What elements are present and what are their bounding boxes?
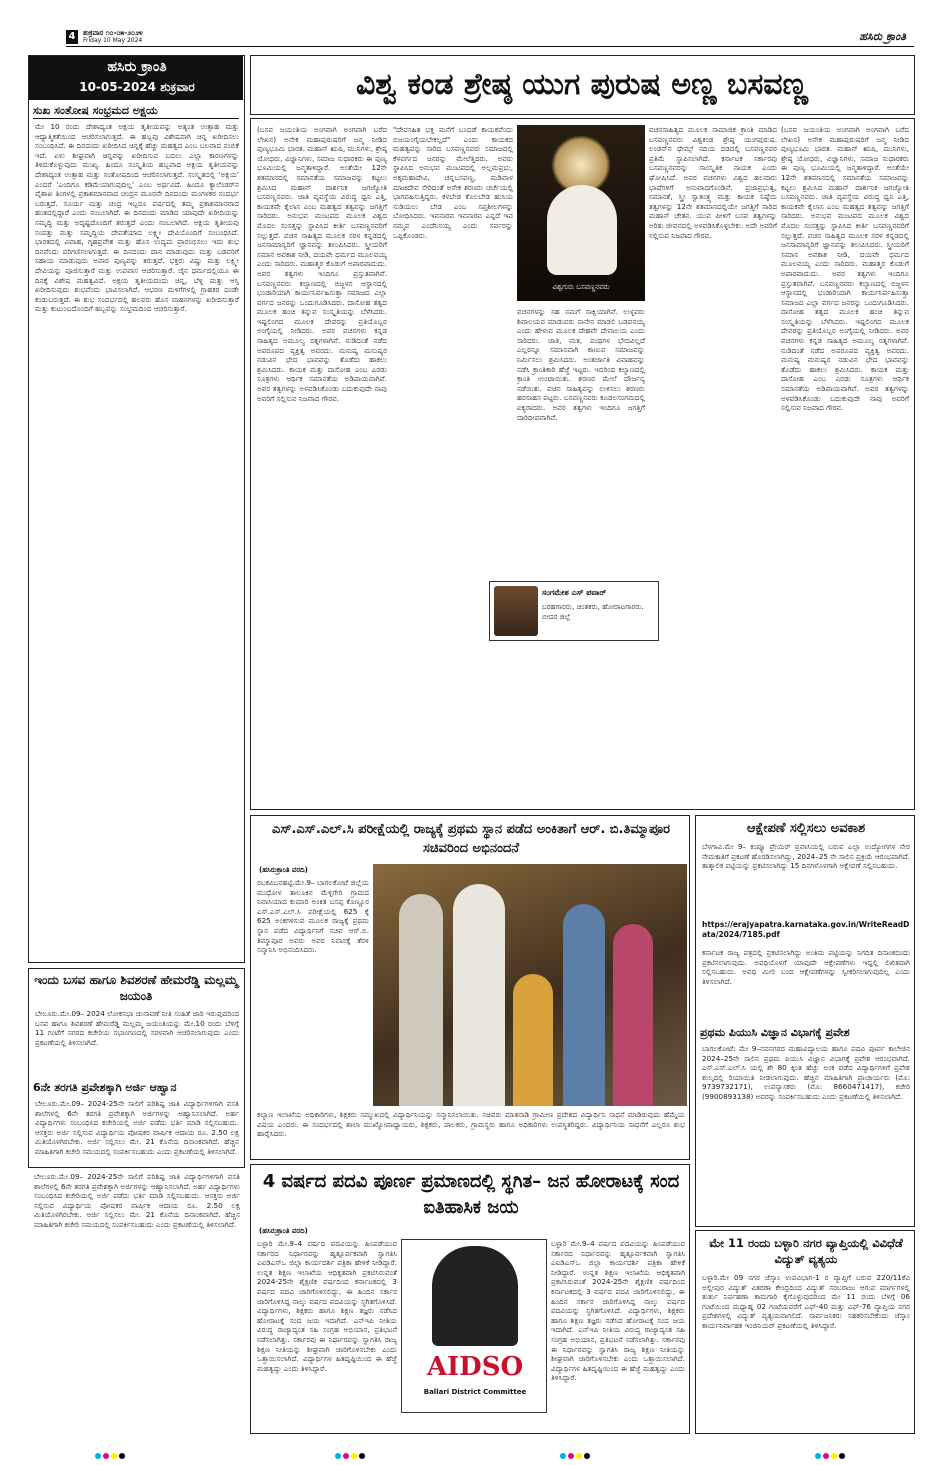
person-4 xyxy=(563,904,605,1106)
fist-icon xyxy=(432,1246,518,1346)
top-header xyxy=(66,30,914,47)
masthead-date: 10-05-2024 ಶುಕ್ರವಾರ xyxy=(79,80,195,94)
degree-title: 4 ವರ್ಷದ ಪದವಿ ಪೂರ್ಣ ಪ್ರಮಾಣದಲ್ಲಿ ಸ್ಥಗಿತ– ಜನ ಹೋರಾಟಕ್ಕೆ ಸಂದ ಐತಿಹಾಸಿಕ ಜಯ xyxy=(262,1171,680,1218)
cmyk-dots-4 xyxy=(815,1444,847,1463)
main-col-4: ವಚನಸಾಹಿತ್ಯದ ಮೂಲಕ ಸಾಮಾಜಿಕ ಕ್ರಾಂತಿ ಮಾಡಿದ ಬಸವಣ್ಣನವರು ವಿಶ್ವಕಂಡ ಶ್ರೇಷ್ಠ ಯುಗಪುರುಷ. ಲಂಡನ್‌ನ ಥೇಮ್ಸ್ ನದಿಯ ದಡದಲ್ಲಿ ಬಸವಣ್ಣನವರ ಪ್ರತಿಮೆ ಸ್ಥಾಪಿಸಲಾಗಿದೆ. ಕರ್ನಾಟಕ ಸರ್ಕಾರವು ಬಸವಣ್ಣನವರನ್ನು ಸಾಂಸ್ಕೃತಿಕ ನಾಯಕ ಎಂದು ಘೋಷಿಸಿದೆ. ಅವರ ವಚನಗಳು ವಿಶ್ವದ ಹಲವಾರು ಭಾಷೆಗಳಿಗೆ ಅನುವಾದಗೊಂಡಿವೆ. ಪ್ರಜಾಪ್ರಭುತ್ವ, ಸಮಾನತೆ, ಸ್ತ್ರೀ ಸ್ವಾತಂತ್ರ್ಯ ಮತ್ತು ಕಾಯಕ ನಿಷ್ಠೆಯ ತತ್ವಗಳನ್ನು 12ನೇ ಶತಮಾನದಲ್ಲಿಯೇ ಜಗತ್ತಿಗೆ ಸಾರಿದ ಮಹಾನ್ ಚೇತನ. ಯುವ ಪೀಳಿಗೆ ಬಸವ ತತ್ವಗಳನ್ನು ಅರಿತು ಜೀವನದಲ್ಲಿ ಅಳವಡಿಸಿಕೊಳ್ಳಬೇಕು. ಅದೇ ಅವರಿಗೆ ಸಲ್ಲಿಸುವ ನಿಜವಾದ ಗೌರವ. xyxy=(649,125,777,240)
author-name: ಸಂಗಮೇಶ ಎಸ್ ಪವಾರ್ xyxy=(542,588,607,597)
main-col-1: (ಬಸವ ಜಯಂತಿಯ ಅಂಗವಾಗಿ ಅಂಗವಾಗಿ ಬರೆದ ಲೇಖನ) ಅನೇಕ ಮಹಾಪುರುಷರಿಗೆ ಜನ್ಮ ನೀಡಿದ ಪುಣ್ಯಭೂಮಿ ಭಾರತ. ಮಹಾನ್ ಋಷಿ, ಮುನಿಗಳು, ಶ್ರೇಷ್ಠ ಯೋಧರು, ವಿಜ್ಞಾನಿಗಳು, ಸಮಾಜ ಸುಧಾರಕರು ಈ ಪುಣ್ಯ ಭೂಮಿಯಲ್ಲಿ ಜನ್ಮತಾಳಿದ್ದಾರೆ. ಅಂತೆಯೇ 12ನೇ ಶತಮಾನದಲ್ಲಿ ಸಮಾನತೆಯ ಸಮಾಜವನ್ನು ಕಟ್ಟಲು ಶ್ರಮಿಸಿದ ಮಹಾನ್ ದಾರ್ಶನಿಕ ಜಗಜ್ಯೋತಿ ಬಸವಣ್ಣನವರು. ಜಾತಿ ವ್ಯವಸ್ಥೆಯ ವಿರುದ್ಧ ಧ್ವನಿ ಎತ್ತಿ, ಕಾಯಕವೇ ಕೈಲಾಸ ಎಂಬ ಮಹತ್ವದ ತತ್ವವನ್ನು ಜಗತ್ತಿಗೆ ಸಾರಿದರು. ಅನುಭವ ಮಂಟಪದ ಮೂಲಕ ವಿಶ್ವದ ಮೊದಲ ಸಂಸತ್ತನ್ನು ಸ್ಥಾಪಿಸಿದ ಕೀರ್ತಿ ಬಸವಣ್ಣನವರಿಗೆ ಸಲ್ಲುತ್ತದೆ. ವಚನ ಸಾಹಿತ್ಯದ ಮೂಲಕ ಸರಳ ಕನ್ನಡದಲ್ಲಿ ಜನಸಾಮಾನ್ಯರಿಗೆ ಜ್ಞಾನವನ್ನು ತಲುಪಿಸಿದರು. ಸ್ತ್ರೀಯರಿಗೆ ಸಮಾನ ಅವಕಾಶ ನೀಡಿ, ದಯವೇ ಧರ್ಮದ ಮೂಲವಯ್ಯ ಎಂದು ಸಾರಿದರು. ಮಹಾತ್ಮರ ಕೊಡುಗೆ ಅಪಾರವಾದುದು. ಅವರ ತತ್ವಗಳು ಇಂದಿಗೂ ಪ್ರಸ್ತುತವಾಗಿವೆ. ಬಸವಣ್ಣನವರು ಕಲ್ಯಾಣದಲ್ಲಿ ಬಿಜ್ಜಳನ ಆಸ್ಥಾನದಲ್ಲಿ ಭಂಡಾರಿಯಾಗಿ ಕಾರ್ಯನಿರ್ವಹಿಸುತ್ತಾ ಸಮಾಜದ ಎಲ್ಲಾ ವರ್ಗದ ಜನರನ್ನು ಒಂದುಗೂಡಿಸಿದರು. ದಾಸೋಹ ತತ್ವದ ಮೂಲಕ ಹಂಚಿ ತಿನ್ನುವ ಸಂಸ್ಕೃತಿಯನ್ನು ಬೆಳೆಸಿದರು. ಇಷ್ಟಲಿಂಗದ ಮೂಲಕ ದೇವರನ್ನು ಪ್ರತಿಯೊಬ್ಬರ ಅಂಗೈಯಲ್ಲಿ ನೀಡಿದರು. ಅವರ ವಚನಗಳು ಕನ್ನಡ ಸಾಹಿತ್ಯದ ಅಮೂಲ್ಯ ರತ್ನಗಳಾಗಿವೆ. ನುಡಿದಂತೆ ನಡೆದ ಅಪರೂಪದ ವ್ಯಕ್ತಿತ್ವ ಅವರದು. ಮನುಷ್ಯ ಮನುಷ್ಯರ ನಡುವಿನ ಭೇದ ಭಾವವನ್ನು ತೊಡೆದು ಹಾಕಲು ಶ್ರಮಿಸಿದರು. ಕಾಯಕ ಮತ್ತು ದಾಸೋಹ ಎಂಬ ಎರಡು ಸೂತ್ರಗಳು ಆರ್ಥಿಕ ಸಮಾನತೆಯ ಅಡಿಪಾಯವಾಗಿವೆ. ಅವರ ತತ್ವಗಳನ್ನು ಅಳವಡಿಸಿಕೊಂಡು ಬದುಕುವುದೇ ನಾವು ಅವರಿಗೆ ಸಲ್ಲಿಸುವ ನಿಜವಾದ ಗೌರವ. xyxy=(257,125,387,403)
basava-title: ಇಂದು ಬಸವ ಹಾಗೂ ಶಿವಶರಣೆ ಹೇಮರೆಡ್ಡಿ ಮಲ್ಲಮ್ಮ ಜಯಂತಿ xyxy=(34,973,238,1003)
aidso-logo xyxy=(401,1239,547,1413)
sslc-photo xyxy=(373,864,687,1106)
person-3 xyxy=(513,974,553,1106)
basava-article xyxy=(28,968,245,1168)
aidso-logo-text: AIDSO xyxy=(426,1352,524,1382)
header-date-kannada: ಶುಕ್ರವಾರ ೧೦-೦೫-೨೦೨೪ xyxy=(83,29,143,37)
author-photo xyxy=(494,586,538,636)
header-paper-name: ಹಸಿರು ಕ್ರಾಂತಿ xyxy=(859,30,906,43)
left-column xyxy=(28,55,245,963)
basava-body: ಬೇಲೂರು.ಮೇ.09– 2024 ಲೋಕಸಭಾ ಚುನಾವಣೆ ನೀತಿ ಸಂಹಿತೆ ಜಾರಿ ಇರುವುದರಿಂದ ಬಸವ ಹಾಗೂ ಶಿವಶರಣೆ ಹೇಮರೆಡ್ಡಿ ಮಲ್ಲಮ್ಮ ಜಯಂತಿಯನ್ನು ಮೇ.10 ರಂದು ಬೆಳಿಗ್ಗೆ 11 ಗಂಟೆಗೆ ನಗರದ ಕಚೇರಿಯ ಸಭಾಂಗಣದಲ್ಲಿ ಸರಳವಾಗಿ ಆಚರಿಸಲಾಗುವುದು ಎಂದು ಪ್ರಕಟಣೆಯಲ್ಲಿ ತಿಳಿಸಲಾಗಿದೆ. xyxy=(35,1009,239,1047)
sslc-source: (ಹಸಿರುಕ್ರಾಂತಿ ವರದಿ) xyxy=(259,866,308,874)
header-date-english: Friday 10 May 2024 xyxy=(83,37,143,44)
main-col-5: (ಬಸವ ಜಯಂತಿಯ ಅಂಗವಾಗಿ ಅಂಗವಾಗಿ ಬರೆದ ಲೇಖನ) ಅನೇಕ ಮಹಾಪುರುಷರಿಗೆ ಜನ್ಮ ನೀಡಿದ ಪುಣ್ಯಭೂಮಿ ಭಾರತ. ಮಹಾನ್ ಋಷಿ, ಮುನಿಗಳು, ಶ್ರೇಷ್ಠ ಯೋಧರು, ವಿಜ್ಞಾನಿಗಳು, ಸಮಾಜ ಸುಧಾರಕರು ಈ ಪುಣ್ಯ ಭೂಮಿಯಲ್ಲಿ ಜನ್ಮತಾಳಿದ್ದಾರೆ. ಅಂತೆಯೇ 12ನೇ ಶತಮಾನದಲ್ಲಿ ಸಮಾನತೆಯ ಸಮಾಜವನ್ನು ಕಟ್ಟಲು ಶ್ರಮಿಸಿದ ಮಹಾನ್ ದಾರ್ಶನಿಕ ಜಗಜ್ಯೋತಿ ಬಸವಣ್ಣನವರು. ಜಾತಿ ವ್ಯವಸ್ಥೆಯ ವಿರುದ್ಧ ಧ್ವನಿ ಎತ್ತಿ, ಕಾಯಕವೇ ಕೈಲಾಸ ಎಂಬ ಮಹತ್ವದ ತತ್ವವನ್ನು ಜಗತ್ತಿಗೆ ಸಾರಿದರು. ಅನುಭವ ಮಂಟಪದ ಮೂಲಕ ವಿಶ್ವದ ಮೊದಲ ಸಂಸತ್ತನ್ನು ಸ್ಥಾಪಿಸಿದ ಕೀರ್ತಿ ಬಸವಣ್ಣನವರಿಗೆ ಸಲ್ಲುತ್ತದೆ. ವಚನ ಸಾಹಿತ್ಯದ ಮೂಲಕ ಸರಳ ಕನ್ನಡದಲ್ಲಿ ಜನಸಾಮಾನ್ಯರಿಗೆ ಜ್ಞಾನವನ್ನು ತಲುಪಿಸಿದರು. ಸ್ತ್ರೀಯರಿಗೆ ಸಮಾನ ಅವಕಾಶ ನೀಡಿ, ದಯವೇ ಧರ್ಮದ ಮೂಲವಯ್ಯ ಎಂದು ಸಾರಿದರು. ಮಹಾತ್ಮರ ಕೊಡುಗೆ ಅಪಾರವಾದುದು. ಅವರ ತತ್ವಗಳು ಇಂದಿಗೂ ಪ್ರಸ್ತುತವಾಗಿವೆ. ಬಸವಣ್ಣನವರು ಕಲ್ಯಾಣದಲ್ಲಿ ಬಿಜ್ಜಳನ ಆಸ್ಥಾನದಲ್ಲಿ ಭಂಡಾರಿಯಾಗಿ ಕಾರ್ಯನಿರ್ವಹಿಸುತ್ತಾ ಸಮಾಜದ ಎಲ್ಲಾ ವರ್ಗದ ಜನರನ್ನು ಒಂದುಗೂಡಿಸಿದರು. ದಾಸೋಹ ತತ್ವದ ಮೂಲಕ ಹಂಚಿ ತಿನ್ನುವ ಸಂಸ್ಕೃತಿಯನ್ನು ಬೆಳೆಸಿದರು. ಇಷ್ಟಲಿಂಗದ ಮೂಲಕ ದೇವರನ್ನು ಪ್ರತಿಯೊಬ್ಬರ ಅಂಗೈಯಲ್ಲಿ ನೀಡಿದರು. ಅವರ ವಚನಗಳು ಕನ್ನಡ ಸಾಹಿತ್ಯದ ಅಮೂಲ್ಯ ರತ್ನಗಳಾಗಿವೆ. ನುಡಿದಂತೆ ನಡೆದ ಅಪರೂಪದ ವ್ಯಕ್ತಿತ್ವ ಅವರದು. ಮನುಷ್ಯ ಮನುಷ್ಯರ ನಡುವಿನ ಭೇದ ಭಾವವನ್ನು ತೊಡೆದು ಹಾಕಲು ಶ್ರಮಿಸಿದರು. ಕಾಯಕ ಮತ್ತು ದಾಸೋಹ ಎಂಬ ಎರಡು ಸೂತ್ರಗಳು ಆರ್ಥಿಕ ಸಮಾನತೆಯ ಅಡಿಪಾಯವಾಗಿವೆ. ಅವರ ತತ್ವಗಳನ್ನು ಅಳವಡಿಸಿಕೊಂಡು ಬದುಕುವುದೇ ನಾವು ಅವರಿಗೆ ಸಲ್ಲಿಸುವ ನಿಜವಾದ ಗೌರವ. xyxy=(781,125,909,413)
main-headline-box xyxy=(250,55,915,115)
akshaya-body: ಮೇ 10 ರಂದು ದೇಶಾದ್ಯಂತ ಅಕ್ಷಯ ತೃತೀಯವನ್ನು ಅತ್ಯಂತ ಉತ್ಸಾಹ ಮತ್ತು ಆಧ್ಯಾತ್ಮಿಕತೆಯಿಂದ ಆಚರಿಸಲಾಗುತ್ತದೆ. ಈ ಹಬ್ಬವು ವಿಶೇಷವಾಗಿ ಚಿನ್ನ ಖರೀದಿಸಲು ಸಂಬಂಧಿಸಿದೆ. ಈ ದಿನದಂದು ಖರೀದಿಸಿದ ಚಿನ್ನಕ್ಕೆ ಹೆಚ್ಚು ಮಹತ್ವದ ಎಂಬ ಬಲವಾದ ನಂಬಿಕೆ ಇದೆ. ಏಳು ಶೀಘ್ರವಾಗಿ ಚಿನ್ನವನ್ನು ಖರೀದಿಸುವ ಬದಲು ಎಲ್ಲಾ ಕಾರಣಗಳನ್ನು ತಿಳಿದುಕೊಳ್ಳುವುದು ಮುಖ್ಯ. ಹಿಂದೂ ಸಂಸ್ಕೃತಿಯ ಹಬ್ಬವಾದ ಅಕ್ಷಯ ತೃತೀಯವನ್ನು ದೇಶಾದ್ಯಂತ ಉತ್ಸಾಹ ಮತ್ತು ಸಂತೋಷದಿಂದ ಆಚರಿಸಲಾಗುತ್ತದೆ. ಸಂಸ್ಕೃತದಲ್ಲಿ 'ಅಕ್ಷಯ' ಎಂದರೆ 'ಎಂದಿಗೂ ಕಡಿಮೆಯಾಗುವುದಿಲ್ಲ' ಎಂಬ ಅರ್ಥವಿದೆ. ಹಿಂದೂ ಕ್ಯಾಲೆಂಡರ್‌ನ ವೈಶಾಖ ತಿಂಗಳಲ್ಲಿ ಪ್ರಕಾಶಮಾನವಾದ ಚಂದ್ರನ ಮೂರನೇ ದಿನದಂದು ಮಂಗಳಕರ ಸಂದರ್ಭ ಬರುತ್ತದೆ. ಸೂರ್ಯ ಮತ್ತು ಚಂದ್ರ ಇಬ್ಬರೂ ವರ್ಷದಲ್ಲಿ ತಮ್ಮ ಪ್ರಕಾಶಮಾನವಾದ ಹಂತದಲ್ಲಿದ್ದಾರೆ ಎಂದು ನಂಬಲಾಗಿದೆ. ಈ ದಿನದಂದು ಮಾಡಿದ ಯಾವುದೇ ಖರೀದಿಯನ್ನು ಸಮೃದ್ಧಿ ಮತ್ತು ಅದೃಷ್ಟದೊಂದಿಗೆ ತರುತ್ತದೆ ಎಂದು ನಂಬಲಾಗಿದೆ. ಅಕ್ಷಯ ತೃತೀಯವು ಸಂಪತ್ತು ಮತ್ತು ಸಮೃದ್ಧಿಯ ದೇವತೆಯಾದ ಲಕ್ಷ್ಮೀ ದೇವಿಯೊಂದಿಗೆ ಸಂಬಂಧಿಸಿದೆ. ಭಾರತದಲ್ಲಿ ವಿವಾಹ, ಗೃಹಪ್ರವೇಶ ಮತ್ತು ಹೊಸ ಉದ್ಯಮ ಪ್ರಾರಂಭಿಸಲು ಇದು ಶುಭ ದಿನವೆಂದು ಪರಿಗಣಿಸಲಾಗುತ್ತದೆ. ಈ ದಿನದಂದು ದಾನ ಮಾಡುವುದು ಮತ್ತು ಬಡವರಿಗೆ ಸಹಾಯ ಮಾಡುವುದು ಅಪಾರ ಪುಣ್ಯವನ್ನು ತರುತ್ತದೆ. ಭಕ್ತರು ವಿಷ್ಣು ಮತ್ತು ಲಕ್ಷ್ಮೀ ದೇವಿಯನ್ನು ಪೂಜಿಸುತ್ತಾರೆ ಮತ್ತು ಉಪವಾಸ ಆಚರಿಸುತ್ತಾರೆ. ಜೈನ ಧರ್ಮದಲ್ಲಿಯೂ ಈ ದಿನಕ್ಕೆ ವಿಶೇಷ ಮಹತ್ವವಿದೆ. ಅಕ್ಷಯ ತೃತೀಯದಂದು ಚಿನ್ನ, ಬೆಳ್ಳಿ ಮತ್ತು ಆಸ್ತಿ ಖರೀದಿಸುವುದು ಶುಭವೆಂದು ಭಾವಿಸಲಾಗಿದೆ. ಆಭರಣ ಮಳಿಗೆಗಳಲ್ಲಿ ಗ್ರಾಹಕರ ದಂಡೇ ಕಂಡುಬರುತ್ತದೆ. ಈ ಶುಭ ಸಂದರ್ಭದಲ್ಲಿ ಹಲವರು ಹೊಸ ವಾಹನಗಳನ್ನು ಖರೀದಿಸುತ್ತಾರೆ ಮತ್ತು ಕುಟುಂಬದೊಂದಿಗೆ ಹಬ್ಬವನ್ನು ಸಂಭ್ರಮದಿಂದ ಆಚರಿಸುತ್ತಾರೆ. xyxy=(35,122,239,314)
main-col-3: ವಚನಗಳನ್ನು ಸಹ ನಮಗೆ ಸಾಕ್ಷಿಯಾಗಿವೆ. ಉಳ್ಳವರು ಶಿವಾಲಯವ ಮಾಡುವರು ನಾನೇನ ಮಾಡಲಿ ಬಡವನಯ್ಯ ಎಂದು ಹೇಳುವ ಮೂಲಕ ದೇಹವೇ ದೇವಾಲಯ ಎಂದು ಸಾರಿದರು. ಜಾತಿ, ಮತ, ಪಂಥಗಳ ಭೇದವಿಲ್ಲದೆ ಎಲ್ಲರನ್ನೂ ಸಮಾನವಾಗಿ ಕಾಣುವ ಸಮಾಜವನ್ನು ನಿರ್ಮಿಸಲು ಶ್ರಮಿಸಿದರು. ಅಂತರ್ಜಾತಿ ವಿವಾಹವನ್ನು ನಡೆಸಿ ಕ್ರಾಂತಿಕಾರಿ ಹೆಜ್ಜೆ ಇಟ್ಟರು. ಇದರಿಂದ ಕಲ್ಯಾಣದಲ್ಲಿ ಕ್ರಾಂತಿ ಉಂಟಾಯಿತು. ಶರಣರ ಮೇಲೆ ದೌರ್ಜನ್ಯ ನಡೆಯಿತು. ವಚನ ಸಾಹಿತ್ಯವನ್ನು ಉಳಿಸಲು ಶರಣರು ಹರಸಾಹಸ ಪಟ್ಟರು. ಬಸವಣ್ಣನವರು ಕೂಡಲಸಂಗಮದಲ್ಲಿ ಐಕ್ಯರಾದರು. ಅವರ ತತ್ವಗಳು ಇಂದಿಗೂ ಜಗತ್ತಿಗೆ ದಾರಿದೀಪವಾಗಿವೆ. xyxy=(517,307,645,422)
akshaya-title: ಸುಖ ಸಂತೋಷ ಸಂಭ್ರಮದ ಅಕ್ಷಯ xyxy=(33,104,239,119)
basavanna-image xyxy=(517,125,645,301)
power-title: ಮೇ 11 ರಂದು ಬಳ್ಳಾರಿ ನಗರ ವ್ಯಾಪ್ತಿಯಲ್ಲಿ ವಿವಿಧೆಡೆ ವಿದ್ಯುತ್ ವ್ಯತ್ಯಯ xyxy=(709,1236,903,1266)
sslc-body-left: ರಬಕವಿಬನಹಟ್ಟಿ.ಮೇ.9– ಬಾಗಲಕೋಟೆ ಜಿಲ್ಲೆಯ ಮುಧೋಳ ತಾಲೂಕಿನ ಮೆಳ್ಳಿಗೇರಿ ಗ್ರಾಮದ ನಿವಾಸಿಯಾದ ಕುಮಾರಿ ಅಂಕಿತ ಬಸಪ್ಪ ಕೊಣ್ಣೂರ ಎಸ್.ಎಸ್.ಎಲ್.ಸಿ ಪರೀಕ್ಷೆಯಲ್ಲಿ 625 ಕ್ಕೆ 625 ಅಂಕಗಳಿಸುವ ಮೂಲಕ ರಾಜ್ಯಕ್ಕೆ ಪ್ರಥಮ ಸ್ಥಾನ ಪಡೆದ ವಿದ್ಯಾರ್ಥಿನಿಗೆ ಸಚಿವ ಆರ್.ಬಿ. ತಿಮ್ಮಾಪೂರ ಅವರು ಅವರ ನಿವಾಸಕ್ಕೆ ತೆರಳಿ ಸನ್ಮಾನಿಸಿ ಅಭಿನಂದಿಸಿದರು. xyxy=(257,878,369,955)
aidso-logo-sub: Ballari District Committee xyxy=(423,1388,527,1396)
main-col-2: "ದೇವಸಹಿತ ಭಕ್ತ ಮನೆಗೆ ಬಂದಡೆ ಕಾಯಕವೆಂದು ಬಿಜಯಂಗೈಯಬೇಕಲ್ಲದೆ" ಎಂದು ಕಾಯಕದ ಮಹತ್ವವನ್ನು ಸಾರಿದ ಬಸವಣ್ಣನವರು ಸಮಾಜದಲ್ಲಿ ಕೆಳವರ್ಗದ ಜನರನ್ನು ಮೇಲೆತ್ತಿದರು. ಅವರು ಸ್ಥಾಪಿಸಿದ ಅನುಭವ ಮಂಟಪದಲ್ಲಿ ಅಲ್ಲಮಪ್ರಭು, ಅಕ್ಕಮಹಾದೇವಿ, ಚನ್ನಬಸವಣ್ಣ, ಮಡಿವಾಳ ಮಾಚಿದೇವ ಸೇರಿದಂತೆ ಅನೇಕ ಶರಣರು ಚರ್ಚೆಯಲ್ಲಿ ಭಾಗವಹಿಸುತ್ತಿದ್ದರು. ಕಳಬೇಡ ಕೊಲಬೇಡ ಹುಸಿಯ ನುಡಿಯಲು ಬೇಡ ಎಂಬ ಸಪ್ತಶೀಲಗಳನ್ನು ಬೋಧಿಸಿದರು. ಇವನಾರವ ಇವನಾರವ ಎನ್ನದೆ ಇವ ನಮ್ಮವ ಎಂದೆನಿಸಯ್ಯ ಎಂದು ಸರ್ವರನ್ನು ಒಪ್ಪಿಕೊಂಡರು. xyxy=(393,125,513,240)
person-5 xyxy=(613,924,653,1106)
admission6-body-continued: ಬೇಲೂರು.ಮೇ.09– 2024-25ನೇ ಸಾಲಿಗೆ ಪರಿಶಿಷ್ಟ ಜಾತಿ ವಿದ್ಯಾರ್ಥಿಗಳಿಗಾಗಿ ವಸತಿ ಶಾಲೆಗಳಲ್ಲಿ 6ನೇ ತರಗತಿ ಪ್ರವೇಶಕ್ಕಾಗಿ ಅರ್ಜಿಗಳನ್ನು ಆಹ್ವಾನಿಸಲಾಗಿದೆ. ಅರ್ಹ ವಿದ್ಯಾರ್ಥಿಗಳು ಸಂಬಂಧಿಸಿದ ಕಚೇರಿಯಲ್ಲಿ ಅರ್ಜಿ ಪಡೆದು ಭರ್ತಿ ಮಾಡಿ ಸಲ್ಲಿಸಬಹುದು. ಆಸಕ್ತರು ಅರ್ಜಿ ಸಲ್ಲಿಸುವ ವಿದ್ಯಾರ್ಥಿಯ ಪೋಷಕರ ವಾರ್ಷಿಕ ಆದಾಯ ರೂ. 2.50 ಲಕ್ಷ ಮಿತಿಯೊಳಗಿರಬೇಕು. ಅರ್ಜಿ ಸಲ್ಲಿಸಲು ಮೇ. 21 ಕೊನೆಯ ದಿನಾಂಕವಾಗಿದೆ. ಹೆಚ್ಚಿನ ಮಾಹಿತಿಗಾಗಿ ಕಚೇರಿ ಸಮಯದಲ್ಲಿ ಸಂಪರ್ಕಿಸಬಹುದು ಎಂದು ಪ್ರಕಟಣೆಯಲ್ಲಿ ತಿಳಿಸಲಾಗಿದೆ. xyxy=(34,1172,240,1229)
objection-title: ಆಕ್ಷೇಪಣೆ ಸಲ್ಲಿಸಲು ಅವಕಾಶ xyxy=(746,821,866,836)
objection-link[interactable]: https://erajyapatra.karnataka.gov.in/WriteReadData/2024/7185.pdf xyxy=(702,920,910,939)
masthead-logo: ಹಸಿರು ಕ್ರಾಂತಿ xyxy=(107,59,167,75)
degree-article xyxy=(250,1164,690,1434)
admission6-body: ಬೇಲೂರು.ಮೇ.09– 2024-25ನೇ ಸಾಲಿಗೆ ಪರಿಶಿಷ್ಟ ಜಾತಿ ವಿದ್ಯಾರ್ಥಿಗಳಿಗಾಗಿ ವಸತಿ ಶಾಲೆಗಳಲ್ಲಿ 6ನೇ ತರಗತಿ ಪ್ರವೇಶಕ್ಕಾಗಿ ಅರ್ಜಿಗಳನ್ನು ಆಹ್ವಾನಿಸಲಾಗಿದೆ. ಅರ್ಹ ವಿದ್ಯಾರ್ಥಿಗಳು ಸಂಬಂಧಿಸಿದ ಕಚೇರಿಯಲ್ಲಿ ಅರ್ಜಿ ಪಡೆದು ಭರ್ತಿ ಮಾಡಿ ಸಲ್ಲಿಸಬಹುದು. ಆಸಕ್ತರು ಅರ್ಜಿ ಸಲ್ಲಿಸುವ ವಿದ್ಯಾರ್ಥಿಯ ಪೋಷಕರ ವಾರ್ಷಿಕ ಆದಾಯ ರೂ. 2.50 ಲಕ್ಷ ಮಿತಿಯೊಳಗಿರಬೇಕು. ಅರ್ಜಿ ಸಲ್ಲಿಸಲು ಮೇ. 21 ಕೊನೆಯ ದಿನಾಂಕವಾಗಿದೆ. ಹೆಚ್ಚಿನ ಮಾಹಿತಿಗಾಗಿ ಕಚೇರಿ ಸಮಯದಲ್ಲಿ ಸಂಪರ್ಕಿಸಬಹುದು ಎಂದು ಪ್ರಕಟಣೆಯಲ್ಲಿ ತಿಳಿಸಲಾಗಿದೆ. xyxy=(35,1099,239,1156)
author-box xyxy=(489,581,659,641)
author-details: ಬರಹಗಾರರು, ಚಿಂತಕರು, ಹೋರಾಟಗಾರರು. ಬೀದರ ಜಿಲ್ಲೆ xyxy=(542,602,644,621)
main-headline: ವಿಶ್ವ ಕಂಡ ಶ್ರೇಷ್ಠ ಯುಗ ಪುರುಷ ಅಣ್ಣ ಬಸವಣ್ಣ xyxy=(355,67,809,102)
degree-source: (ಹಸಿರುಕ್ರಾಂತಿ ವರದಿ) xyxy=(259,1227,308,1235)
main-article xyxy=(250,118,915,810)
image-caption: ವಿಶ್ವಗುರು ಬಸವಣ್ಣನವರು xyxy=(552,283,610,291)
person-2 xyxy=(453,884,505,1106)
sslc-article xyxy=(250,815,690,1160)
objection-article xyxy=(695,815,915,1227)
power-body: ಬಳ್ಳಾರಿ.ಮೇ 09 ನಗರ ಜೆಸ್ಕಾಂ ಉಪವಿಭಾಗ-1 ರ ವ್ಯಾಪ್ತಿಗೆ ಬರುವ 220/11ಕೆವಿ ಅಲ್ಲೀಪುರ ವಿದ್ಯುತ್ ವಿತರಣಾ ಕೇಂದ್ರದಿಂದ ವಿದ್ಯುತ್ ಸರಬರಾಜು ಆಗುವ ಮಾರ್ಗಗಳಲ್ಲಿ ತುರ್ತು ನಿರ್ವಹಣಾ ಕಾಮಗಾರಿ ಕೈಗೊಳ್ಳುವುದರಿಂದ ಮೇ 11 ರಂದು ಬೆಳಿಗ್ಗೆ 06 ಗಂಟೆಯಿಂದ ಮಧ್ಯಾಹ್ನ 02 ಗಂಟೆಯವರೆಗೆ ಎಫ್-40 ಮತ್ತು ಎಫ್-76 ವ್ಯಾಪ್ತಿಯ ನಗರ ಪ್ರದೇಶಗಳಲ್ಲಿ ವಿದ್ಯುತ್ ವ್ಯತ್ಯಯವಾಗಲಿದೆ. ಸಾರ್ವಜನಿಕರು ಸಹಕರಿಸಬೇಕೆಂದು ಜೆಸ್ಕಾಂ ಕಾರ್ಯನಿರ್ವಾಹಕ ಇಂಜಿನಿಯರ್ ಪ್ರಕಟಣೆಯಲ್ಲಿ ತಿಳಿಸಿದ್ದಾರೆ. xyxy=(702,1273,910,1330)
puc-title: ಪ್ರಥಮ ಪಿಯುಸಿ ವಿಜ್ಞಾನ ವಿಭಾಗಕ್ಕೆ ಪ್ರವೇಶ xyxy=(700,1026,850,1039)
person-1 xyxy=(399,894,443,1106)
sslc-title: ಎಸ್.ಎಸ್.ಎಲ್.ಸಿ ಪರೀಕ್ಷೆಯಲ್ಲಿ ರಾಜ್ಯಕ್ಕೆ ಪ್ರಥಮ ಸ್ಥಾನ ಪಡೆದ ಅಂಕಿತಾಗೆ ಆರ್. ಬಿ.ತಿಮ್ಮಾಪೂರ ಸಚಿವರಿಂದ ಅಭಿನಂದನೆ xyxy=(272,822,670,856)
masthead xyxy=(29,56,243,100)
objection-body: ಬೆಳಗಾವಿ.ಮೇ 9– ಕಂಪ್ಯೂ ಪ್ರೇಯರ್ ಪ್ರವಾಸಿಯಲ್ಲಿ ಬರುವ ಎಲ್ಲಾ ಉದ್ಯೋಗಗಳ ನೇರ ನೇಮಕಾತಿಗೆ ಪ್ರಕಟಣೆ ಹೊರಡಿಸಲಾಗಿದ್ದು, 2024–25 ನೇ ಸಾಲಿನ ಪ್ರಕ್ರಿಯೆ ಆರಂಭವಾಗಿದೆ. ತಾತ್ಕಾಲಿಕ ಪಟ್ಟಿಯನ್ನು ಪ್ರಕಟಿಸಲಾಗಿದ್ದು 15 ದಿನಗಳೊಳಗಾಗಿ ಆಕ್ಷೇಪಣೆ ಸಲ್ಲಿಸಬಹುದು. xyxy=(702,842,910,871)
admission6-title: 6ನೇ ತರಗತಿ ಪ್ರವೇಶಕ್ಕಾಗಿ ಅರ್ಜಿ ಆಹ್ವಾನ xyxy=(33,1081,177,1094)
cmyk-dots-2 xyxy=(335,1444,367,1463)
degree-body-left: ಬಳ್ಳಾರಿ ಮೇ.9–4 ವರ್ಷದ ಪದವಿಯನ್ನು ಹಿಂಪಡೆಯುವ ಸರ್ಕಾರದ ನಿರ್ಧಾರವನ್ನು ಹೃತ್ಪೂರ್ವಕವಾಗಿ ಸ್ವಾಗತಿಸಿ ಎಐಡಿಎಸ್‌ಒ ಜಿಲ್ಲಾ ಕಾರ್ಯದರ್ಶಿ ಪತ್ರಿಕಾ ಹೇಳಿಕೆ ನೀಡಿದ್ದಾರೆ. ಉನ್ನತ ಶಿಕ್ಷಣ ಇಲಾಖೆಯ ಆಧಿಕೃತವಾಗಿ ಪ್ರಕಟಿಸಿರುವಂತೆ 2024-25ನೇ ಶೈಕ್ಷಣಿಕ ವರ್ಷದಿಂದ ಕರ್ನಾಟಕದಲ್ಲಿ 3 ವರ್ಷದ ಪದವಿ ಜಾರಿಗೊಳಿಸಲಿದ್ದು, ಈ ಹಿಂದಿನ ಸರ್ಕಾರ ಜಾರಿಗೊಳಿಸಿದ್ದ ನಾಲ್ಕು ವರ್ಷದ ಪದವಿಯನ್ನು ಸ್ಥಗಿತಗೊಳಿಸಿದೆ. ವಿದ್ಯಾರ್ಥಿಗಳು, ಶಿಕ್ಷಕರು ಹಾಗೂ ಶಿಕ್ಷಣ ತಜ್ಞರು ನಡೆಸಿದ ಹೋರಾಟಕ್ಕೆ ಸಂದ ಜಯ ಇದಾಗಿದೆ. ಎನ್‌ಇಪಿ ನೀತಿಯ ವಿರುದ್ಧ ರಾಜ್ಯಾದ್ಯಂತ ಸಹಿ ಸಂಗ್ರಹ ಅಭಿಯಾನ, ಪ್ರತಿಭಟನೆ ನಡೆಸಲಾಗಿತ್ತು. ಸರ್ಕಾರವು ಈ ನಿರ್ಧಾರವನ್ನು ಸ್ವಾಗತಿಸಿ ರಾಜ್ಯ ಶಿಕ್ಷಣ ನೀತಿಯನ್ನು ಶೀಘ್ರವಾಗಿ ಜಾರಿಗೊಳಿಸಬೇಕು ಎಂದು ಒತ್ತಾಯಿಸಲಾಗಿದೆ. ವಿದ್ಯಾರ್ಥಿಗಳ ಹಿತದೃಷ್ಟಿಯಿಂದ ಈ ಹೆಜ್ಜೆ ಮಹತ್ವದ್ದು ಎಂದು ತಿಳಿಸಿದ್ದಾರೆ. xyxy=(257,1239,397,1373)
sslc-body-bottom: ಕಲ್ಯಾಣ ಇಲಾಖೆಯ ಅಧಿಕಾರಿಗಳು, ಶಿಕ್ಷಕರು ಸಮ್ಮುಖದಲ್ಲಿ ವಿದ್ಯಾರ್ಥಿನಿಯನ್ನು ಸನ್ಮಾನಿಸಲಾಯಿತು. ಸಚಿವರು ಮಾತನಾಡಿ ಗ್ರಾಮೀಣ ಪ್ರದೇಶದ ವಿದ್ಯಾರ್ಥಿನಿ ಸಾಧನೆ ಮಾಡಿರುವುದು ಹೆಮ್ಮೆಯ ವಿಷಯ ಎಂದರು. ಈ ಸಂದರ್ಭದಲ್ಲಿ ಶಾಲಾ ಮುಖ್ಯೋಪಾಧ್ಯಾಯರು, ಶಿಕ್ಷಕರು, ಪಾಲಕರು, ಗ್ರಾಮಸ್ಥರು ಹಾಗೂ ಅಧಿಕಾರಿಗಳು ಉಪಸ್ಥಿತರಿದ್ದರು. ವಿದ್ಯಾರ್ಥಿನಿಯ ಸಾಧನೆಗೆ ಎಲ್ಲರೂ ಶುಭ ಹಾರೈಸಿದರು. xyxy=(257,1110,685,1139)
power-article xyxy=(695,1230,915,1434)
cmyk-dots-3 xyxy=(560,1444,592,1463)
figure-shape xyxy=(547,185,617,275)
degree-body-right: ಬಳ್ಳಾರಿ ಮೇ.9–4 ವರ್ಷದ ಪದವಿಯನ್ನು ಹಿಂಪಡೆಯುವ ಸರ್ಕಾರದ ನಿರ್ಧಾರವನ್ನು ಹೃತ್ಪೂರ್ವಕವಾಗಿ ಸ್ವಾಗತಿಸಿ ಎಐಡಿಎಸ್‌ಒ ಜಿಲ್ಲಾ ಕಾರ್ಯದರ್ಶಿ ಪತ್ರಿಕಾ ಹೇಳಿಕೆ ನೀಡಿದ್ದಾರೆ. ಉನ್ನತ ಶಿಕ್ಷಣ ಇಲಾಖೆಯ ಆಧಿಕೃತವಾಗಿ ಪ್ರಕಟಿಸಿರುವಂತೆ 2024-25ನೇ ಶೈಕ್ಷಣಿಕ ವರ್ಷದಿಂದ ಕರ್ನಾಟಕದಲ್ಲಿ 3 ವರ್ಷದ ಪದವಿ ಜಾರಿಗೊಳಿಸಲಿದ್ದು, ಈ ಹಿಂದಿನ ಸರ್ಕಾರ ಜಾರಿಗೊಳಿಸಿದ್ದ ನಾಲ್ಕು ವರ್ಷದ ಪದವಿಯನ್ನು ಸ್ಥಗಿತಗೊಳಿಸಿದೆ. ವಿದ್ಯಾರ್ಥಿಗಳು, ಶಿಕ್ಷಕರು ಹಾಗೂ ಶಿಕ್ಷಣ ತಜ್ಞರು ನಡೆಸಿದ ಹೋರಾಟಕ್ಕೆ ಸಂದ ಜಯ ಇದಾಗಿದೆ. ಎನ್‌ಇಪಿ ನೀತಿಯ ವಿರುದ್ಧ ರಾಜ್ಯಾದ್ಯಂತ ಸಹಿ ಸಂಗ್ರಹ ಅಭಿಯಾನ, ಪ್ರತಿಭಟನೆ ನಡೆಸಲಾಗಿತ್ತು. ಸರ್ಕಾರವು ಈ ನಿರ್ಧಾರವನ್ನು ಸ್ವಾಗತಿಸಿ ರಾಜ್ಯ ಶಿಕ್ಷಣ ನೀತಿಯನ್ನು ಶೀಘ್ರವಾಗಿ ಜಾರಿಗೊಳಿಸಬೇಕು ಎಂದು ಒತ್ತಾಯಿಸಲಾಗಿದೆ. ವಿದ್ಯಾರ್ಥಿಗಳ ಹಿತದೃಷ್ಟಿಯಿಂದ ಈ ಹೆಜ್ಜೆ ಮಹತ್ವದ್ದು ಎಂದು ತಿಳಿಸಿದ್ದಾರೆ. xyxy=(551,1239,685,1383)
page-number: 4 xyxy=(66,30,78,44)
objection-body-2: ಕರ್ನಾಟಕ ರಾಜ್ಯ ಪತ್ರದಲ್ಲಿ ಪ್ರಕಟಿಸಲಾಗಿದ್ದು ಅಂತಿಮ ಪಟ್ಟಿಯನ್ನು ನಿಗದಿತ ದಿನಾಂಕದಂದು ಪ್ರಕಟಿಸಲಾಗುವುದು. ಅವಧಿಯೊಳಗೆ ಯಾವುದೇ ಆಕ್ಷೇಪಣೆಗಳು ಇದ್ದಲ್ಲಿ ಲಿಖಿತವಾಗಿ ಸಲ್ಲಿಸಬಹುದು. ಅವಧಿ ಮೀರಿ ಬಂದ ಆಕ್ಷೇಪಣೆಗಳನ್ನು ಸ್ವೀಕರಿಸಲಾಗುವುದಿಲ್ಲ ಎಂದು ತಿಳಿಸಲಾಗಿದೆ. xyxy=(702,948,910,986)
cmyk-dots-1 xyxy=(95,1444,127,1463)
puc-body: ಬಾಗಲಕೋಟೆ: ಮೇ 9–ನವನಗರದ ಮಹಾವಿದ್ಯಾಲಯ ಹಾಗೂ ಪದವಿ ಪೂರ್ವ ಕಾಲೇಜಿನ 2024–25ನೇ ಸಾಲಿನ ಪ್ರಥಮ ಪಿಯುಸಿ ವಿಜ್ಞಾನ ವಿಭಾಗಕ್ಕೆ ಪ್ರವೇಶ ಆರಂಭವಾಗಿದೆ. ಎಸ್.ಎಸ್.ಎಲ್.ಸಿ ಯಲ್ಲಿ ಶೇ 80 ಕ್ಕಿಂತ ಹೆಚ್ಚು ಅಂಕ ಪಡೆದ ವಿದ್ಯಾರ್ಥಿಗಳಿಗೆ ಪ್ರವೇಶ ಶುಲ್ಕದಲ್ಲಿ ರಿಯಾಯಿತಿ ನೀಡಲಾಗುವುದು. ಹೆಚ್ಚಿನ ಮಾಹಿತಿಗಾಗಿ ಪ್ರಾಚಾರ್ಯರು (ಮೊ: 9739732171), ಉಪನ್ಯಾಸಕರು (ಮೊ: 8660471417), ಕಚೇರಿ (9900893138) ಅವರನ್ನು ಸಂಪರ್ಕಿಸಬಹುದು ಎಂದು ಪ್ರಕಟಣೆಯಲ್ಲಿ ತಿಳಿಸಲಾಗಿದೆ. xyxy=(702,1044,910,1101)
